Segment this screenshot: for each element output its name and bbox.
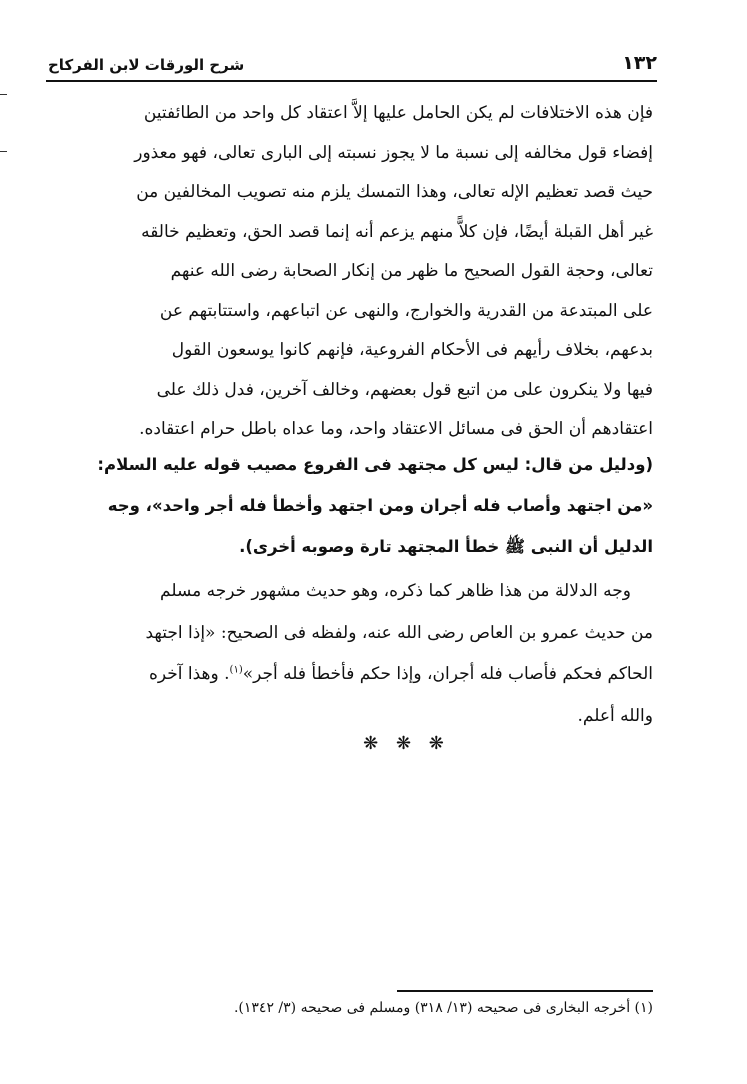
matn-line: «من اجتهد وأصاب فله أجران ومن اجتهد وأخطأ فله أجر واحد»، وجه — [107, 496, 653, 515]
footnote-rule — [397, 990, 653, 992]
text-line: فإن هذه الاختلافات لم يكن الحامل عليها إلاَّ اعتقاد كل واحد من الطائفتين — [143, 103, 653, 123]
text-fragment: . وهذا آخره — [148, 664, 230, 684]
matn-line: (ودليل من قال: ليس كل مجتهد فى الفروع مصيب قوله عليه السلام: — [97, 455, 653, 474]
scan-edge-mark — [0, 151, 7, 152]
text-line: والله أعلم. — [577, 705, 653, 726]
text-line: على المبتدعة من القدرية والخوارج، والنهى عن اتباعهم، واستتابتهم عن — [159, 300, 653, 321]
text-line: وجه الدلالة من هذا ظاهر كما ذكره، وهو حديث مشهور خرجه مسلم — [160, 581, 631, 601]
text-line — [60, 654, 653, 696]
text-line: إفضاء قول مخالفه إلى نسبة ما لا يجوز نسبته إلى البارى تعالى، فهو معذور — [134, 142, 653, 163]
matn-line: الدليل أن النبى ﷺ خطأ المجتهد تارة وصوبه أخرى). — [239, 537, 653, 556]
text-line: غير أهل القبلة أيضًا، فإن كلاًّ منهم يزعم أنه إنما قصد الحق، وتعظيم خالقه — [141, 221, 653, 242]
footnote: (١) أخرجه البخارى فى صحيحه (١٣/ ٣١٨) ومسلم فى صحيحه (٣/ ١٣٤٢). — [233, 1000, 653, 1016]
text-line: اعتقادهم أن الحق فى مسائل الاعتقاد واحد، وما عداه باطل حرام اعتقاده. — [139, 419, 653, 439]
hadith-quote: الحاكم فحكم فأصاب فله أجران، وإذا حكم فأخطأ فله أجر» — [242, 664, 653, 684]
text-line: فيها ولا ينكرون على من اتبع قول بعضهم، وخالف آخرين، فدل ذلك على — [156, 379, 653, 400]
header-rule — [46, 80, 657, 82]
text-line: حيث قصد تعظيم الإله تعالى، وهذا التمسك يلزم منه تصويب المخالفين من — [136, 182, 653, 202]
matn-quotation — [60, 444, 653, 567]
body-paragraph — [60, 94, 653, 450]
text-line: بدعهم، بخلاف رأيهم فى الأحكام الفروعية، فإنهم كانوا يوسعون القول — [171, 340, 653, 360]
text-line: تعالى، وحجة القول الصحيح ما ظهر من إنكار الصحابة رضى الله عنهم — [170, 261, 653, 281]
running-title: شرح الورقات لابن الفركاح — [48, 56, 245, 74]
scan-edge-mark — [0, 94, 7, 95]
ornament-glyphs: ❋ ❋ ❋ — [363, 733, 450, 754]
section-ornament — [0, 733, 747, 754]
text-line: من حديث عمرو بن العاص رضى الله عنه، ولفظه فى الصحيح: «إذا اجتهد — [145, 622, 653, 643]
footnote-marker: (١) — [229, 664, 243, 676]
commentary-paragraph — [60, 571, 653, 737]
page-number: ١٣٢ — [622, 52, 657, 74]
running-head — [48, 50, 657, 80]
